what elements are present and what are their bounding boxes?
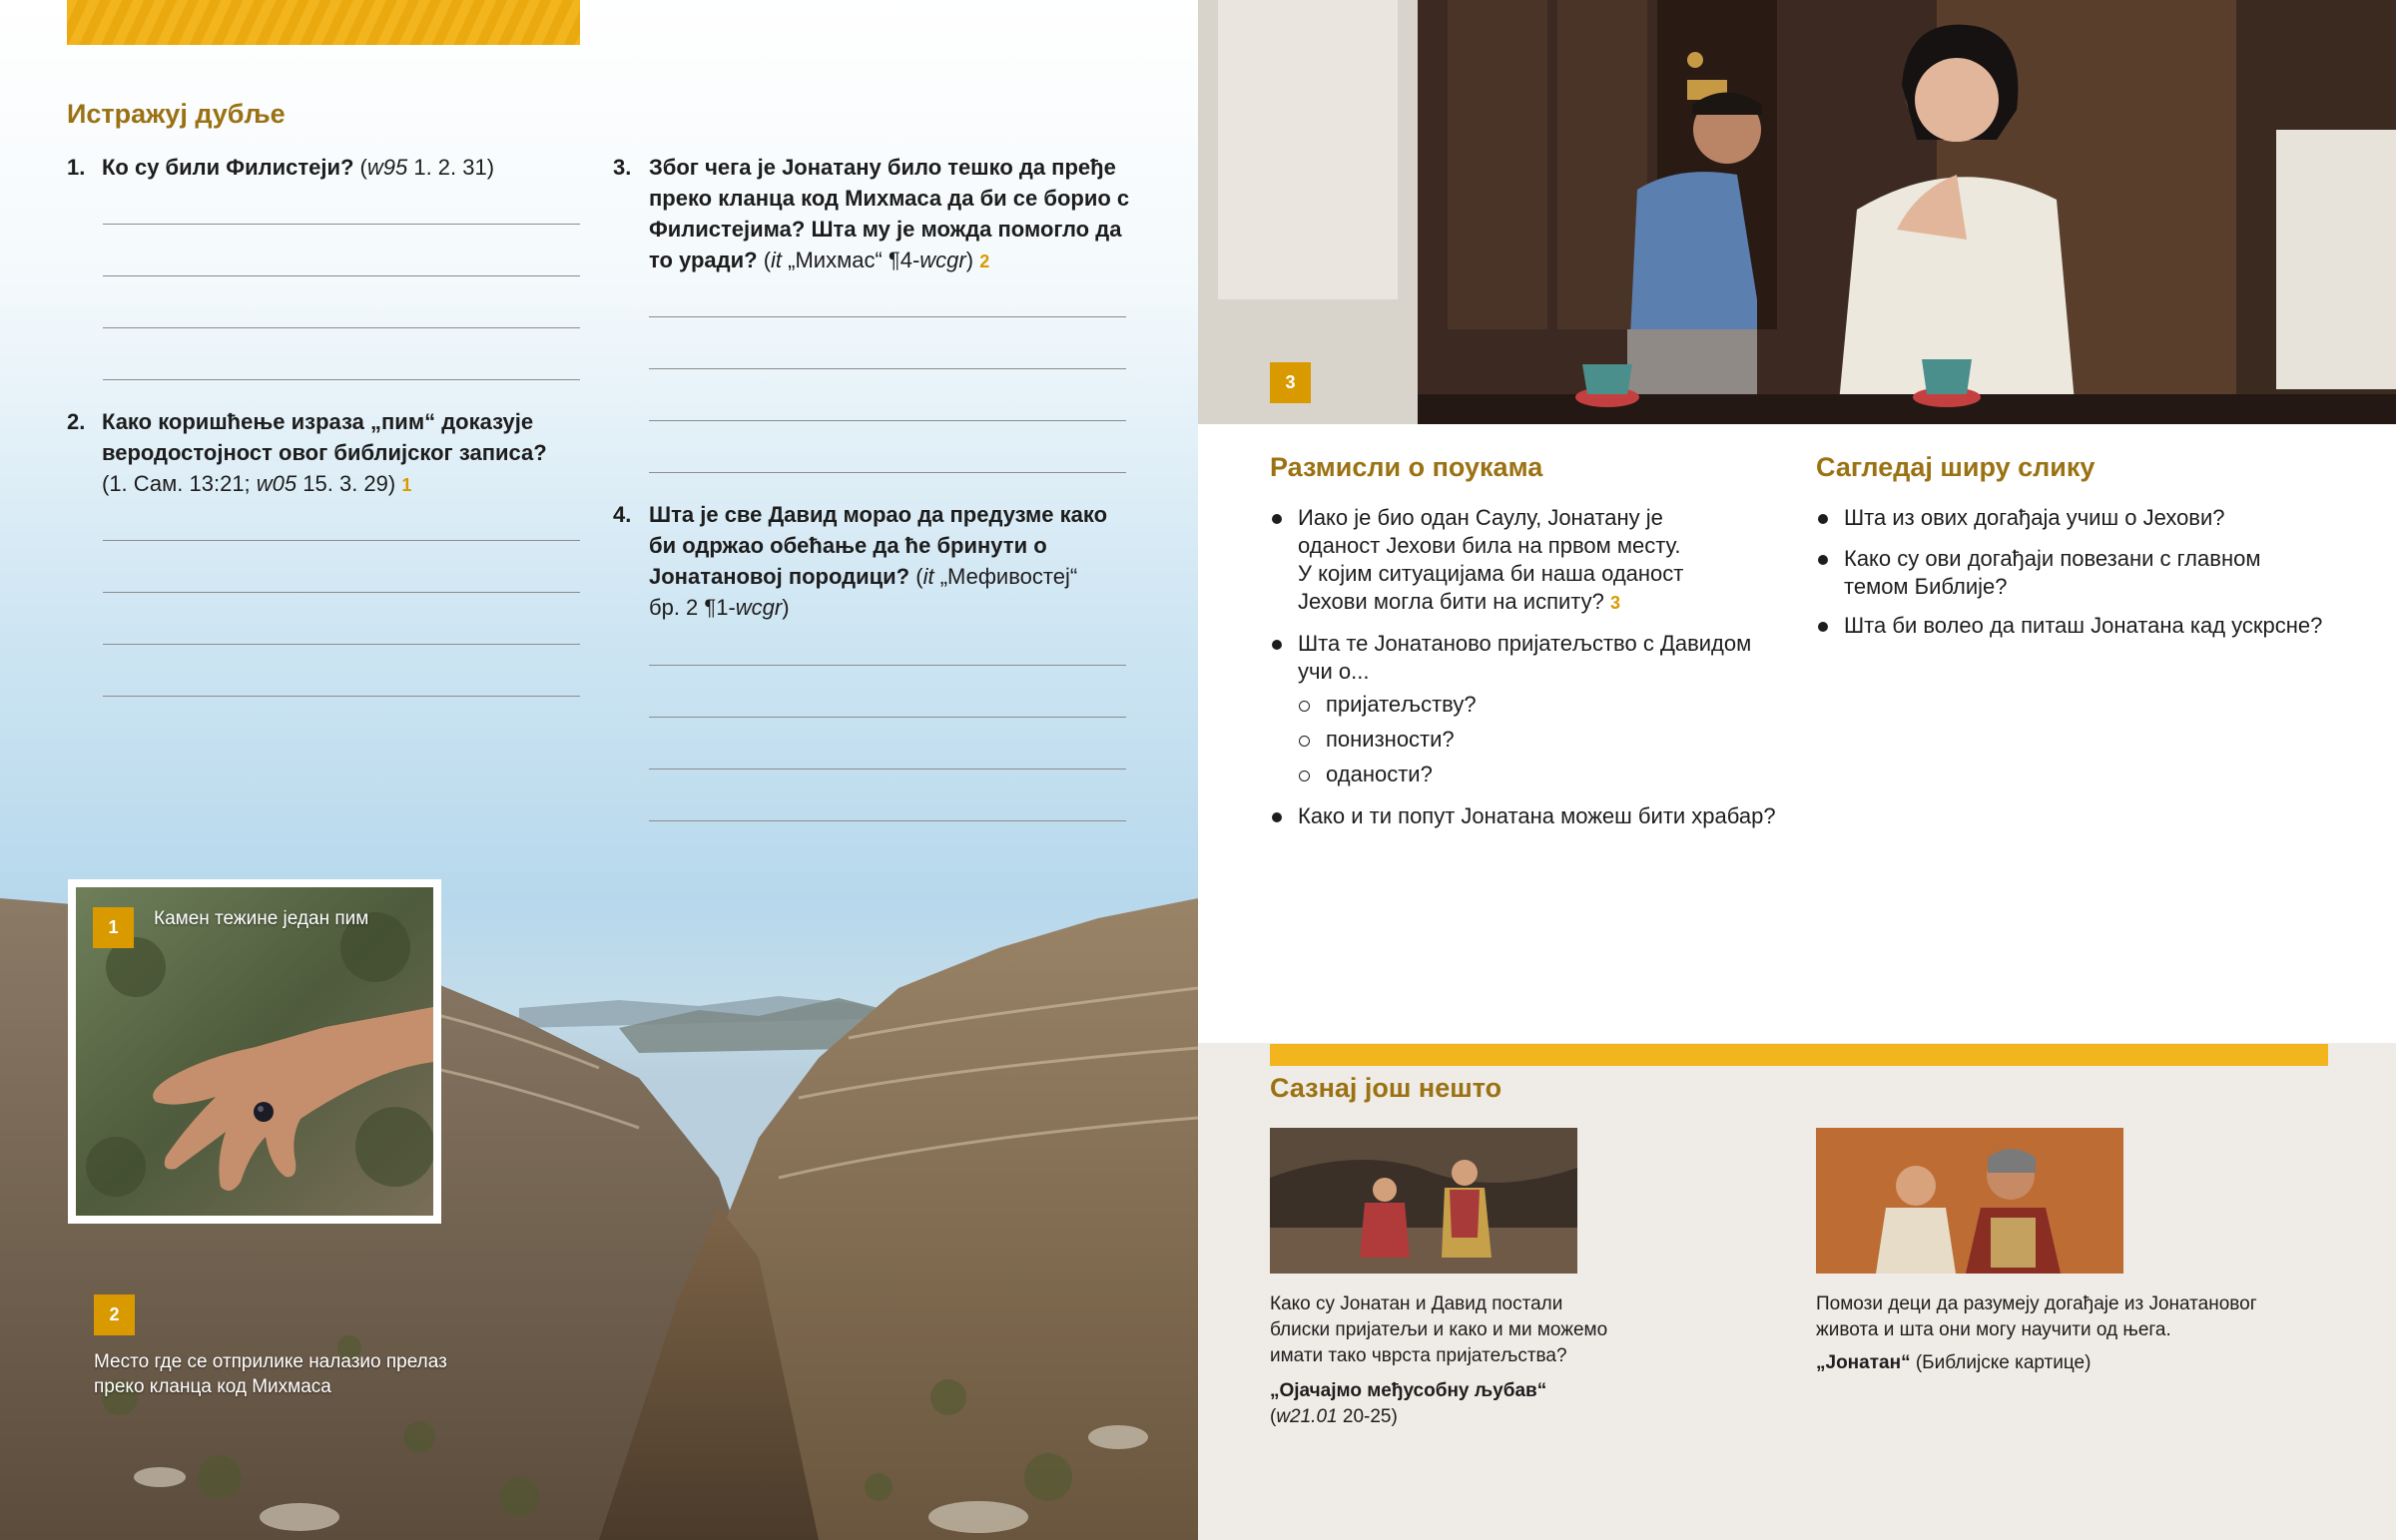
bullet-dot — [1272, 640, 1282, 650]
answer-line[interactable] — [103, 327, 580, 328]
bigger-picture-bullet-list — [1816, 504, 2375, 664]
learn-more-card-1-text: Како су Јонатан и Давид постали блиски пријатељи и како и ми можемо имати тако чврста пријатељства? — [1270, 1293, 1608, 1366]
question-number: 1. — [67, 155, 86, 180]
photo-number-badge: 3 — [1270, 362, 1311, 403]
section-title-dig-deeper: Истражуј дубље — [67, 99, 286, 129]
answer-line[interactable] — [649, 472, 1126, 473]
photo-number-badge: 2 — [94, 1294, 135, 1335]
reflect-sub-item: оданости? — [1326, 762, 1433, 786]
photo-number-badge: 1 — [93, 907, 134, 948]
reflect-bullet-list — [1270, 504, 1809, 843]
section-title-learn-more: Сазнај још нешто — [1270, 1073, 1502, 1103]
question-2: 2. Како коришћење израза „пим“ доказује веродостојност овог библијског записа? (1. Сам. 13:21; w05 15. 3. 29) 1 — [67, 406, 566, 501]
photo-pim-stone — [68, 879, 441, 1224]
question-1: 1. Ко су били Филистеји? (w95 1. 2. 31) — [67, 152, 586, 183]
answer-line[interactable] — [103, 644, 580, 645]
answer-line[interactable] — [649, 717, 1126, 718]
bigger-bullet-3: Шта би волео да питаш Јонатана кад ускрсне? — [1844, 613, 2323, 638]
sub-bullet-ring — [1299, 770, 1310, 781]
couple-at-home-altar-image — [1198, 0, 2396, 424]
top-accent-bar — [67, 0, 580, 45]
bigger-bullet-1: Шта из ових догађаја учиш о Јехови? — [1844, 505, 2225, 530]
answer-line[interactable] — [649, 820, 1126, 821]
answer-line[interactable] — [649, 316, 1126, 317]
question-number: 3. — [613, 155, 632, 180]
reflect-sub-item: пријатељству? — [1326, 692, 1477, 717]
reference-badge: 1 — [401, 475, 412, 495]
bigger-bullet-2: Како су ови догађаји повезани с главном темом Библије? — [1844, 546, 2261, 599]
jonathan-bible-card-thumbnail[interactable] — [1816, 1128, 2123, 1274]
bullet-dot — [1272, 812, 1282, 822]
learn-more-card-1-source[interactable]: „Ојачајмо међусобну љубав“ (w21.01 20-25) — [1270, 1380, 1547, 1427]
reference-badge: 2 — [979, 252, 990, 271]
question-text: Због чега је Јонатану било тешко да пређе преко кланца код Михмаса да би се борио с Филистејима? Шта му је можда помогло да то уради? — [649, 155, 1130, 272]
bullet-dot — [1818, 514, 1828, 524]
reflect-sub-item: понизности? — [1326, 727, 1455, 752]
photo-caption: Камен тежине један пим — [154, 908, 369, 929]
bullet-dot — [1272, 514, 1282, 524]
photo-caption-canyon: Место где се отприлике налазио прелаз преко кланца код Михмаса — [94, 1351, 447, 1397]
reflect-bullet-2: Шта те Јонатаново пријатељство с Давидом учи о... — [1298, 631, 1752, 684]
answer-line[interactable] — [103, 696, 580, 697]
learn-more-accent-bar — [1270, 1044, 2328, 1066]
reflect-bullet-1: Иако је био одан Саулу, Јонатану је оданост Јехови била на првом месту. У којим ситуацијама би наша оданост Јехови могла бити на испиту? 3 — [1298, 505, 1684, 614]
question-4: 4. Шта је све Давид морао да предузме како би одржао обећање да ће бринути о Јонатановој породици? (it „Мефивостеј“ бр. 2 ¶1-wcgr) — [613, 499, 1112, 623]
answer-line[interactable] — [649, 665, 1126, 666]
answer-line[interactable] — [649, 368, 1126, 369]
reference-badge: 3 — [1609, 593, 1620, 613]
right-page — [1198, 0, 2396, 1540]
answer-line[interactable] — [103, 275, 580, 276]
learn-more-card-2-source[interactable]: „Јонатан“ (Библијске картице) — [1816, 1352, 2092, 1373]
answer-line[interactable] — [649, 769, 1126, 770]
sub-bullet-ring — [1299, 736, 1310, 747]
bullet-dot — [1818, 555, 1828, 565]
answer-line[interactable] — [103, 592, 580, 593]
question-number: 2. — [67, 409, 86, 434]
question-3: 3. Због чега је Јонатану било тешко да пређе преко кланца код Михмаса да би се борио с Филистејима? Шта му је можда помогло да то уради? (it „Михмас“ ¶4-wcgr) 2 — [613, 152, 1132, 277]
question-text: Како коришћење израза „пим“ доказује веродостојност овог библијског записа? — [102, 409, 547, 465]
sub-bullet-ring — [1299, 701, 1310, 712]
answer-line[interactable] — [103, 379, 580, 380]
question-text: Ко су били Филистеји? — [102, 155, 354, 180]
section-title-reflect: Размисли о поукама — [1270, 452, 1543, 482]
reflect-bullet-3: Како и ти попут Јонатана можеш бити храбар? — [1298, 803, 1776, 828]
question-number: 4. — [613, 502, 632, 527]
learn-more-card-2-text: Помози деци да разумеју догађаје из Јонатановог живота и шта они могу научити од њега. — [1816, 1293, 2257, 1340]
jonathan-david-video-thumbnail[interactable] — [1270, 1128, 1577, 1274]
answer-line[interactable] — [103, 224, 580, 225]
bullet-dot — [1818, 622, 1828, 632]
answer-line[interactable] — [103, 540, 580, 541]
answer-line[interactable] — [649, 420, 1126, 421]
question-text: Шта је све Давид морао да предузме како би одржао обећање да ће бринути о Јонатановој породици? — [649, 502, 1108, 589]
section-title-bigger-picture: Сагледај ширу слику — [1816, 452, 2096, 482]
photo-couple-at-shrine — [1198, 0, 2396, 424]
